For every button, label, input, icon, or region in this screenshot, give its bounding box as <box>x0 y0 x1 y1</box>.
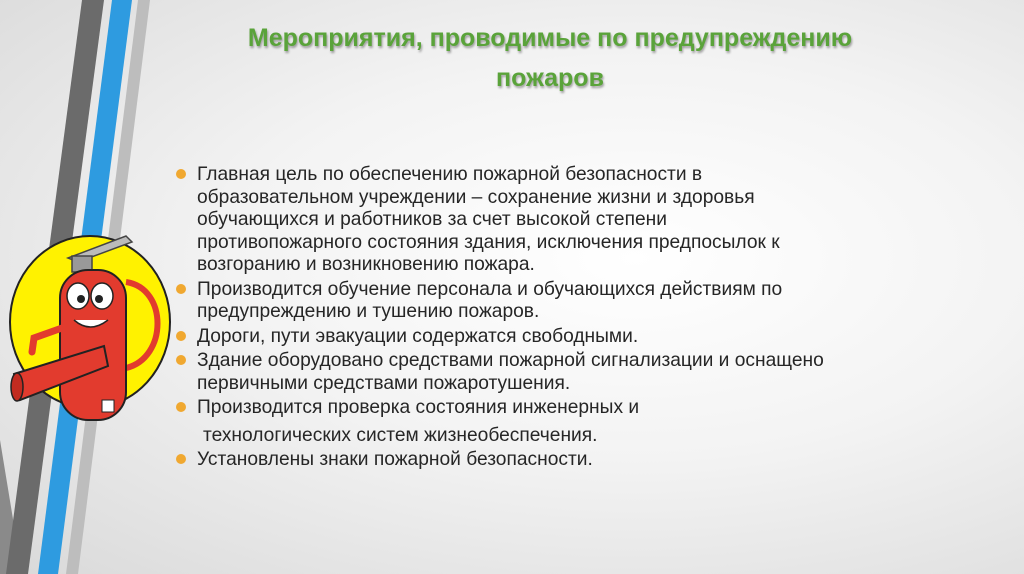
bullet-item-training <box>176 279 1016 324</box>
bullet-list <box>176 164 1016 474</box>
bullet-line: Здание оборудовано средствами пожарной сигнализации и оснащено <box>197 350 824 371</box>
bullet-line: противопожарного состояния здания, исключения предпосылок к <box>197 231 780 253</box>
bullet-line: Дороги, пути эвакуации содержатся свободными. <box>197 325 639 347</box>
bullet-item-evacuation <box>176 326 1016 349</box>
bullet-line: Установлены знаки пожарной безопасности. <box>197 449 593 470</box>
right-eye <box>91 283 113 309</box>
left-eye <box>67 283 89 309</box>
left-pupil <box>77 295 85 303</box>
fire-extinguisher-cartoon-icon <box>8 228 176 428</box>
right-pupil <box>95 295 103 303</box>
bullet-line: технологических систем жизнеобеспечения. <box>203 424 598 446</box>
label-plate <box>102 400 114 412</box>
bullet-dot <box>176 331 186 341</box>
bullet-dot <box>176 402 186 412</box>
bullet-dot <box>176 284 186 294</box>
title-line-1: Мероприятия, проводимые по предупреждению <box>247 24 853 52</box>
bullet-line: Главная цель по обеспечению пожарной безопасности в <box>197 164 703 185</box>
nozzle-tip <box>11 373 23 401</box>
bullet-dot <box>176 454 186 464</box>
bullet-line: возгоранию и возникновению пожара. <box>197 254 535 275</box>
bullet-line: первичными средствами пожаротушения. <box>197 372 571 394</box>
bullet-item-goal <box>176 164 1016 277</box>
slide-title <box>170 18 930 98</box>
bullet-line: обучающихся и работников за счет высокой степени <box>197 209 667 230</box>
bullet-line: Производится проверка состояния инженерных и <box>197 397 640 418</box>
bullet-item-equipment <box>176 350 1016 395</box>
bullet-item-signs <box>176 449 1016 472</box>
bullet-line: предупреждению и тушению пожаров. <box>197 301 540 322</box>
bullet-dot <box>176 355 186 365</box>
bullet-line: образовательном учреждении – сохранение жизни и здоровья <box>197 186 755 208</box>
bullet-item-inspection <box>176 397 1016 420</box>
bullet-dot <box>176 169 186 179</box>
bullet-item-inspection-continued <box>176 425 1016 448</box>
bullet-line: Производится обучение персонала и обучающихся действиям по <box>197 278 783 300</box>
title-line-2: пожаров <box>496 64 604 92</box>
